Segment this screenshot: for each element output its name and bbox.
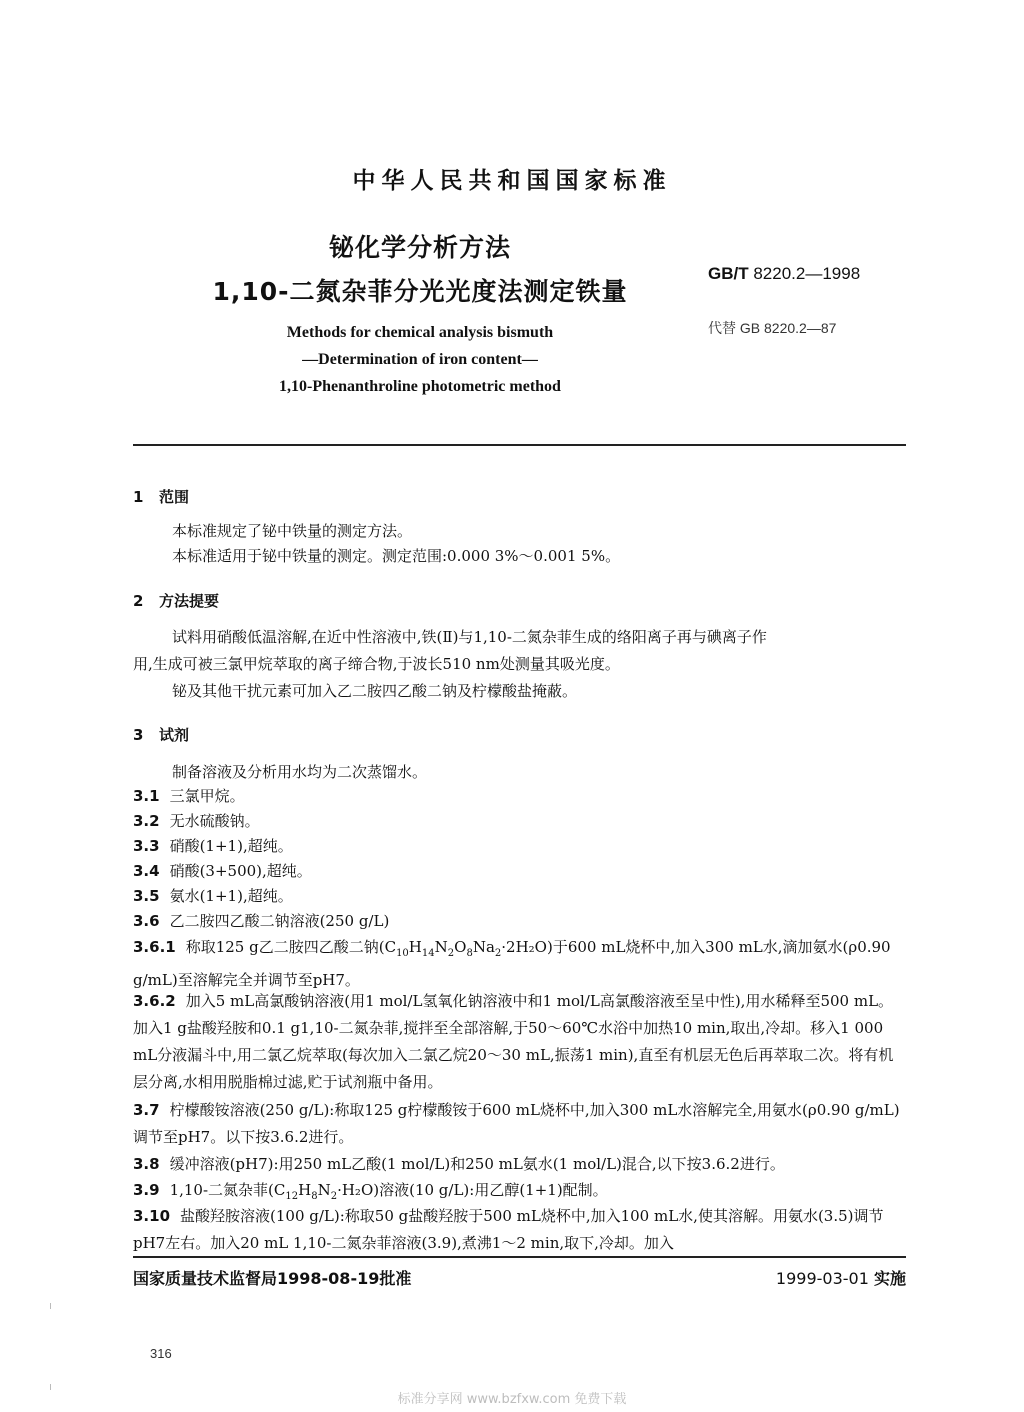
item-text: 乙二胺四乙酸二钠溶液(250 g/L) [169,912,390,930]
item-3-10 [133,1203,906,1257]
section-3-heading [133,724,189,745]
item-text: 氨水(1+1),超纯。 [169,887,293,905]
section-2-number: 2 [133,592,144,610]
formula-element: H [298,1181,312,1199]
section-1-title: 范围 [159,488,190,506]
item-text: 加入5 mL高氯酸钠溶液(用1 mol/L氢氧化钠溶液中和1 mol/L高氯酸溶液至呈中性),用水稀释至500 mL。加入1 g盐酸羟胺和0.1 g1,10-二氮杂菲,搅拌至全部溶解,于50～60℃水浴中加热10 min,取出,冷却。移入1 000 mL分液漏斗中,用二氯乙烷萃取(每次加入二氯乙烷20～30 mL,振荡1 min),直至有机层无色后再萃取二次。将有机层分离,水相用脱脂棉过滤,贮于试剂瓶中备用。 [133,992,894,1091]
subscript: 2 [447,948,455,959]
section-1-heading [133,486,189,507]
item-number: 3.2 [133,812,160,830]
footer-rule [133,1256,906,1258]
subscript: 10 [396,948,409,959]
watermark-text: 标准分享网 www.bzfxw.com 免费下载 [397,1392,627,1407]
section-2-title: 方法提要 [159,592,220,610]
item-3-5 [133,883,906,910]
item-text: 三氯甲烷。 [169,787,245,805]
item-number: 3.6.2 [133,992,176,1010]
item-3-2 [133,808,906,835]
item-3-6-2 [133,988,906,1096]
section-2-paragraph-2: 铋及其他干扰元素可加入乙二胺四乙酸二钠及柠檬酸盐掩蔽。 [172,682,578,700]
title-en-line3: 1,10-Phenanthroline photometric method [279,378,561,395]
section-2-paragraph-1-line-1: 试料用硝酸低温溶解,在近中性溶液中,铁(Ⅱ)与1,10-二氮杂菲生成的络阳离子再与碘离子作 [172,628,767,646]
subscript: 14 [421,948,435,959]
item-number: 3.5 [133,887,160,905]
scan-mark [50,1303,51,1309]
page-number: 316 [150,1346,172,1361]
effective-label: 实施 [873,1269,906,1288]
section-1-paragraph-2: 本标准适用于铋中铁量的测定。测定范围:0.000 3%～0.001 5%。 [172,547,621,565]
title-en-line1: Methods for chemical analysis bismuth [286,324,554,341]
item-text-part: ·2H₂O)于600 mL烧杯中,加入300 mL水,滴加氨水(ρ0.90 g/mL)至溶解完全并调节至pH7。 [133,938,891,989]
item-text: 缓冲溶液(pH7):用250 mL乙酸(1 mol/L)和250 mL氨水(1 mol/L)混合,以下按3.6.2进行。 [169,1155,785,1173]
subscript: 8 [466,948,473,959]
item-number: 3.6.1 [133,938,176,956]
formula-element: H [408,938,422,956]
formula-element: Na [472,938,495,956]
title-cn-line1: 铋化学分析方法 [328,233,511,262]
section-1-number: 1 [133,488,144,506]
item-text: 盐酸羟胺溶液(100 g/L):称取50 g盐酸羟胺于500 mL烧杯中,加入100 mL水,使其溶解。用氨水(3.5)调节pH7左右。加入20 mL 1,10-二氮杂菲溶液(3.9),煮沸1～2 min,取下,冷却。加入 [133,1207,884,1252]
subscript: 2 [330,1191,338,1202]
replaces-standard: 代替 GB 8220.2—87 [708,320,837,336]
item-3-7 [133,1097,906,1151]
section-1-paragraph-1: 本标准规定了铋中铁量的测定方法。 [172,522,413,540]
item-text: 硝酸(3+500),超纯。 [169,862,312,880]
item-3-3 [133,833,906,860]
subscript: 2 [494,948,502,959]
formula-element: N [317,1181,331,1199]
item-text: 柠檬酸铵溶液(250 g/L):称取125 g柠檬酸铵于600 mL烧杯中,加入300 mL水溶解完全,用氨水(ρ0.90 g/mL)调节至pH7。以下按3.6.2进行。 [133,1101,900,1146]
item-3-1 [133,783,906,810]
formula-element: O [454,938,467,956]
item-3-6-1 [133,934,906,994]
item-number: 3.9 [133,1181,160,1199]
title-cn-line2: 1,10-二氮杂菲分光光度法测定铁量 [212,277,628,306]
section-3-title: 试剂 [159,726,190,744]
item-text-part: 1,10-二氮杂菲(C [169,1181,286,1199]
standard-number-value: 8220.2—1998 [753,264,861,283]
item-number: 3.4 [133,862,160,880]
section-2-heading [133,590,219,611]
item-number: 3.3 [133,837,160,855]
standard-prefix: GB/T [708,264,749,283]
formula-element: N [434,938,448,956]
item-text: 硝酸(1+1),超纯。 [169,837,293,855]
item-number: 3.7 [133,1101,160,1119]
national-standard-heading: 中华人民共和国国家标准 [352,168,672,194]
effective-statement [776,1266,906,1289]
header-rule [133,444,906,446]
subscript: 8 [311,1191,318,1202]
item-number: 3.6 [133,912,160,930]
item-text-part: 称取125 g乙二胺四乙酸二钠(C [185,938,397,956]
item-3-4 [133,858,906,885]
section-2-paragraph-1-line-2: 用,生成可被三氯甲烷萃取的离子缔合物,于波长510 nm处测量其吸光度。 [133,655,620,673]
item-number: 3.8 [133,1155,160,1173]
item-number: 3.1 [133,787,160,805]
section-3-intro: 制备溶液及分析用水均为二次蒸馏水。 [172,763,428,781]
item-3-8 [133,1151,906,1178]
standard-number [708,264,860,284]
item-text-part: ·H₂O)溶液(10 g/L):用乙醇(1+1)配制。 [337,1181,608,1199]
item-3-6 [133,908,906,935]
title-en-line2: —Determination of iron content— [302,351,538,368]
item-number: 3.10 [133,1207,171,1225]
subscript: 12 [285,1191,299,1202]
effective-date: 1999-03-01 [775,1269,869,1288]
section-3-number: 3 [133,726,144,744]
item-text: 无水硫酸钠。 [169,812,260,830]
approval-statement: 国家质量技术监督局1998-08-19批准 [133,1269,412,1288]
